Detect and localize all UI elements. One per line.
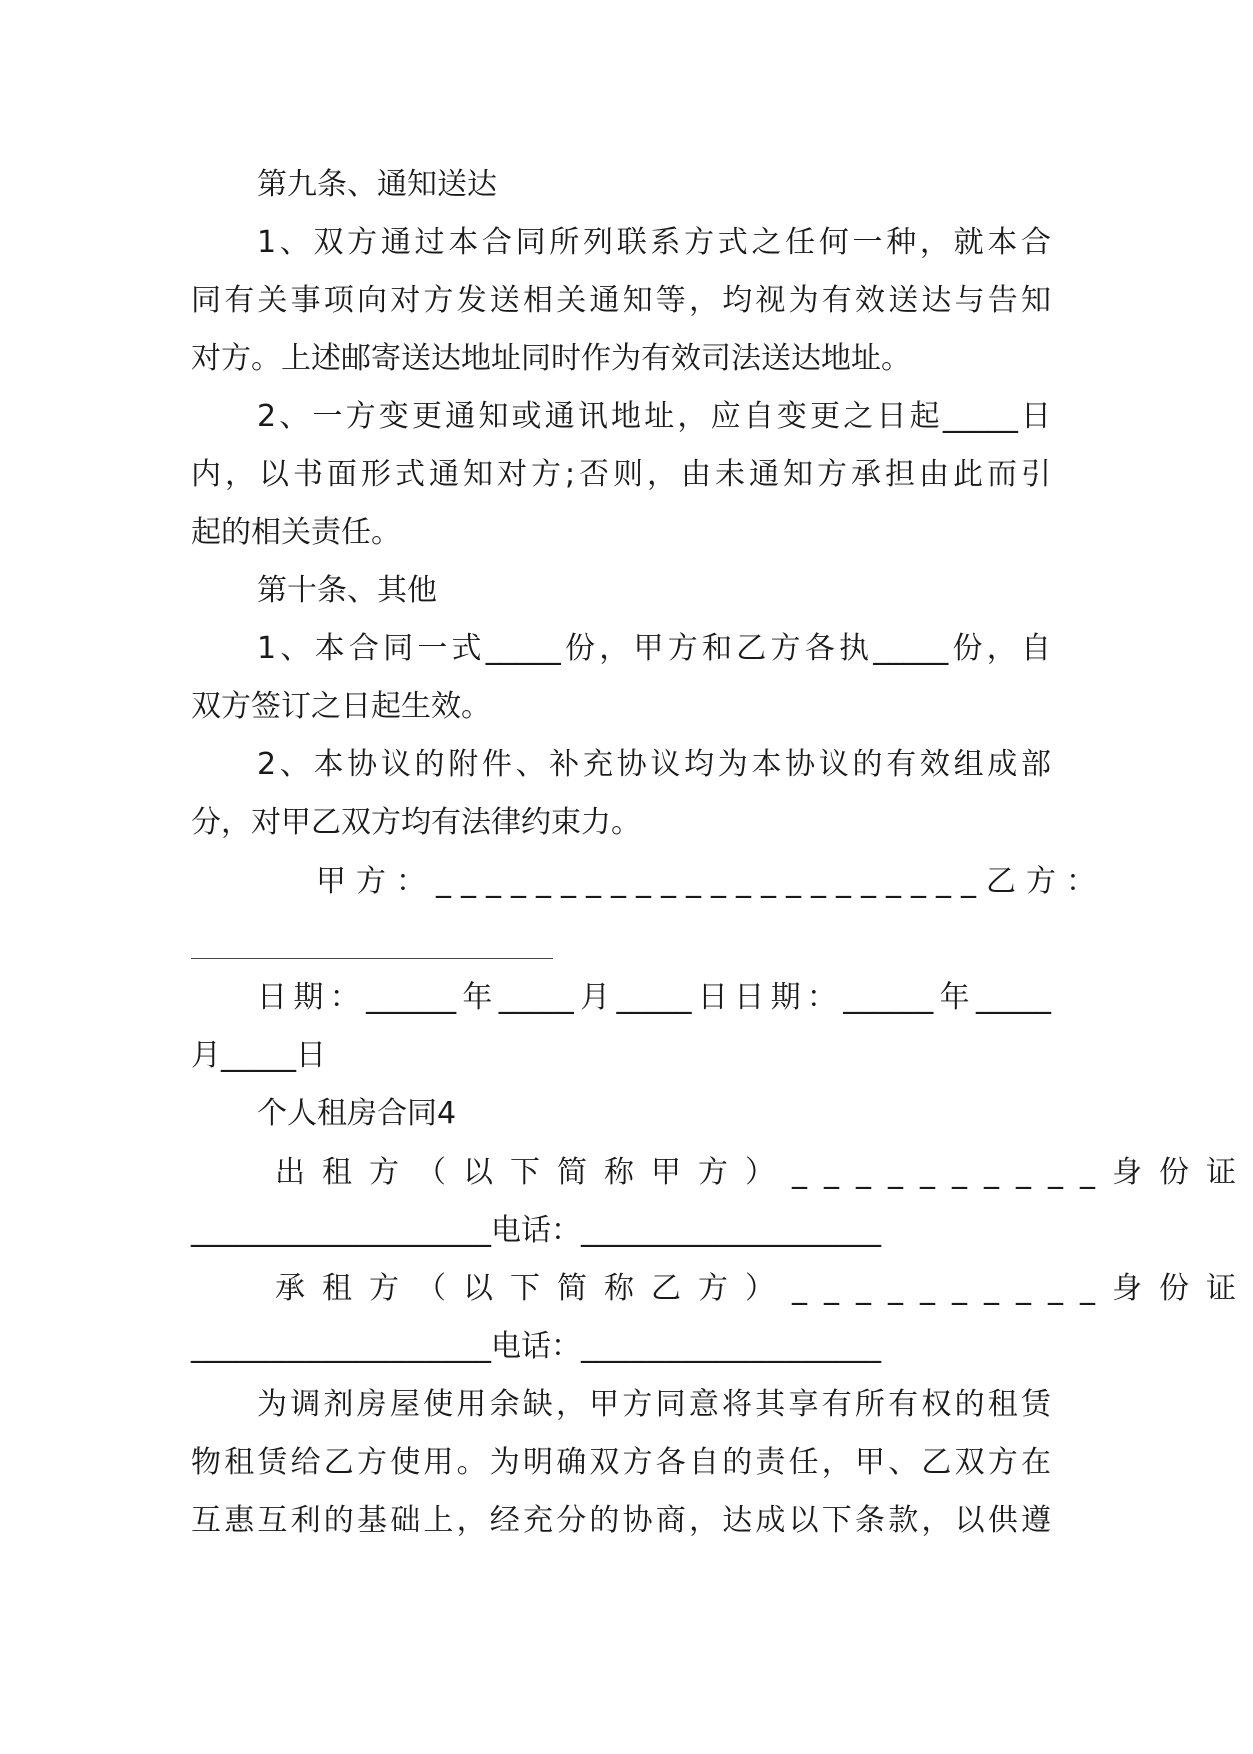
paragraph-line: 起的相关责任。 bbox=[191, 515, 401, 550]
paragraph-line: 1、本合同一式_____份，甲方和乙方各执_____份，自 bbox=[257, 631, 1051, 666]
article-10-heading: 第十条、其他 bbox=[257, 573, 437, 608]
lessor-line: 出租方（以下简称甲方）__________身份证 bbox=[275, 1155, 1253, 1190]
paragraph-line: 对方。上述邮寄送达地址同时作为有效司法送达地址。 bbox=[191, 341, 911, 376]
paragraph-line: 同有关事项向对方发送相关通知等，均视为有效送达与告知 bbox=[191, 283, 1051, 318]
paragraph-line: 内，以书面形式通知对方;否则，由未通知方承担由此而引 bbox=[191, 457, 1051, 492]
paragraph-line: 互惠互利的基础上，经充分的协商，达成以下条款，以供遵 bbox=[191, 1503, 1051, 1538]
paragraph-line: 分，对甲乙双方均有法律约束力。 bbox=[191, 805, 641, 840]
article-9-heading: 第九条、通知送达 bbox=[257, 167, 497, 202]
paragraph-line: 2、一方变更通知或通讯地址，应自变更之日起_____日 bbox=[257, 399, 1051, 434]
paragraph-line: 双方签订之日起生效。 bbox=[191, 689, 491, 724]
lessee-line: 承租方（以下简称乙方）__________身份证 bbox=[275, 1271, 1253, 1306]
date-line: 月_____日 bbox=[191, 1038, 326, 1073]
paragraph-line: 物租赁给乙方使用。为明确双方各自的责任，甲、乙双方在 bbox=[191, 1445, 1051, 1480]
contract-title: 个人租房合同4 bbox=[257, 1096, 457, 1131]
lessor-contact-line: ____________________电话：____________________ bbox=[191, 1213, 881, 1248]
paragraph-line: 1、双方通过本合同所列联系方式之任何一种，就本合 bbox=[257, 225, 1051, 260]
signature-blank bbox=[191, 958, 553, 959]
date-line: 日期：______年_____月_____日日期：______年_____ bbox=[257, 980, 1051, 1015]
signature-line: 甲方：______________________乙方： bbox=[316, 864, 1106, 899]
paragraph-line: 2、本协议的附件、补充协议均为本协议的有效组成部 bbox=[257, 747, 1051, 782]
paragraph-line: 为调剂房屋使用余缺，甲方同意将其享有所有权的租赁 bbox=[257, 1387, 1051, 1422]
lessee-contact-line: ____________________电话：____________________ bbox=[191, 1329, 881, 1364]
